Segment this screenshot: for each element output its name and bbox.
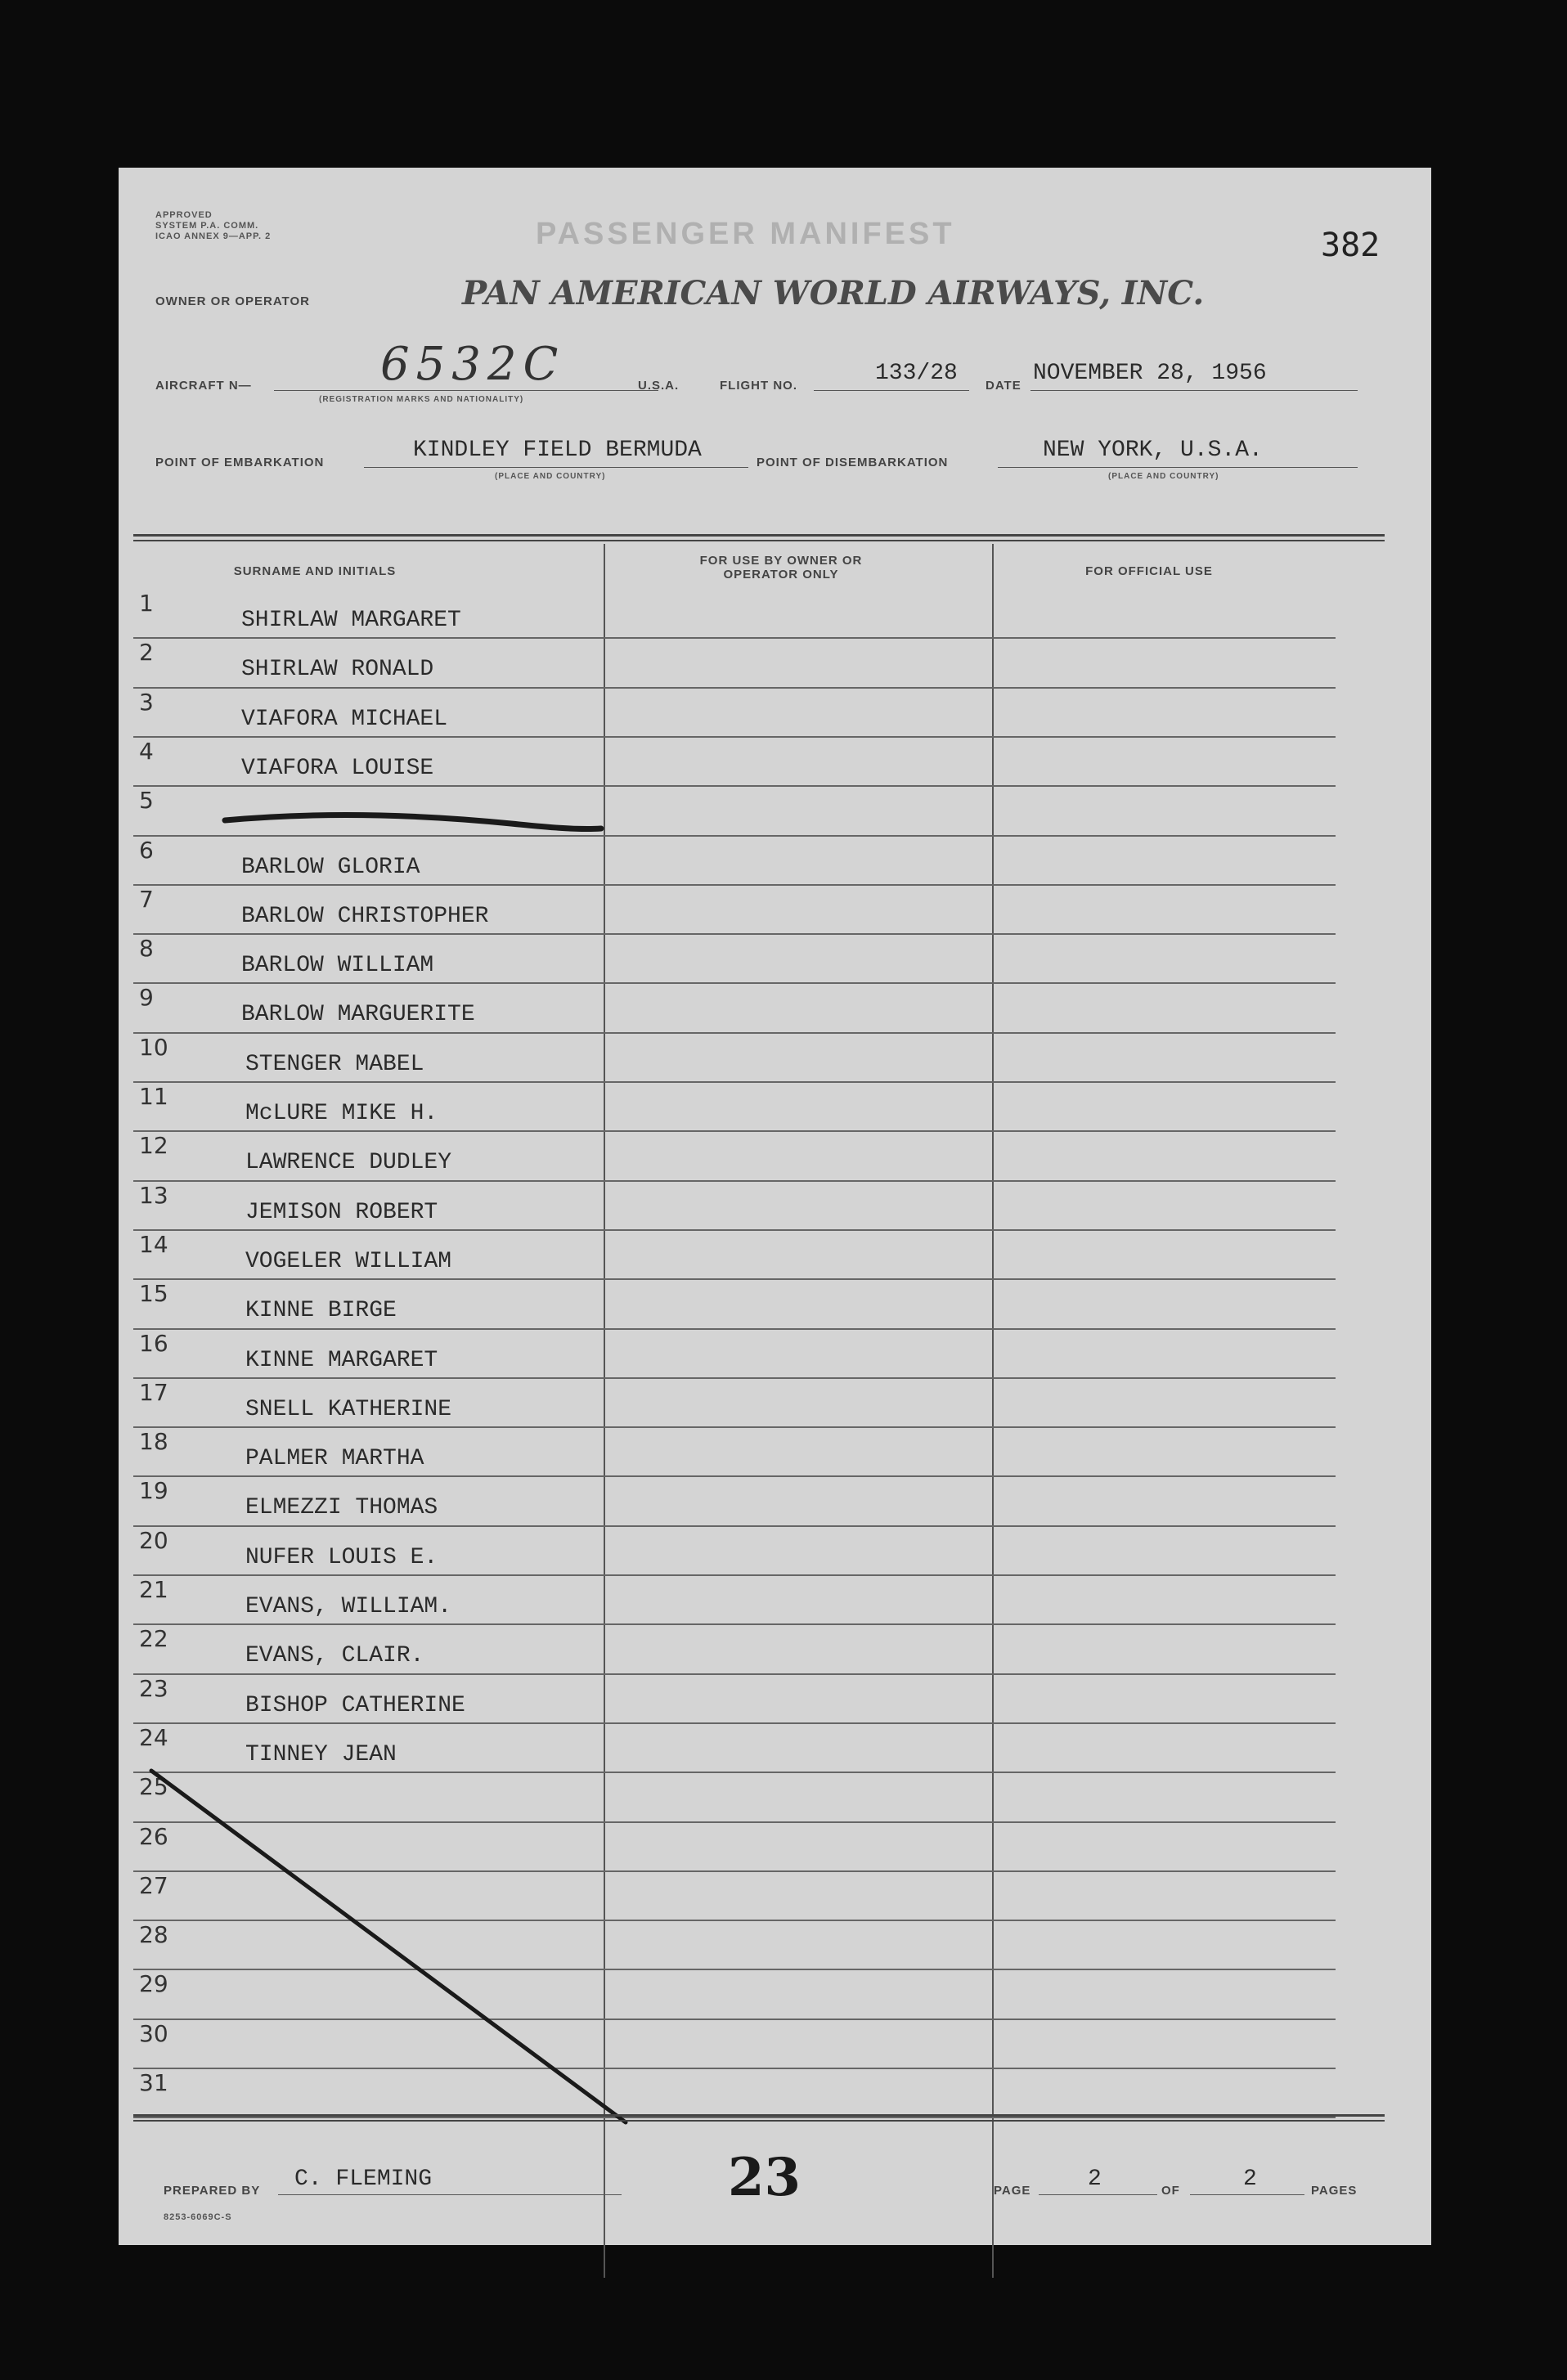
row-number: 17 <box>139 1378 168 1406</box>
row-number: 31 <box>139 2069 168 2096</box>
row-rule <box>133 1032 1336 1034</box>
row-rule <box>133 1229 1336 1231</box>
row-number: 2 <box>139 639 154 667</box>
row-number: 1 <box>139 590 154 617</box>
passenger-name: BARLOW WILLIAM <box>241 953 434 979</box>
passenger-name: STENGER MABEL <box>245 1051 424 1077</box>
row-rule <box>133 1426 1336 1428</box>
row-number: 3 <box>139 688 154 716</box>
passenger-name: BARLOW CHRISTOPHER <box>241 903 489 929</box>
row-rule <box>133 1475 1336 1477</box>
row-number: 30 <box>139 2019 168 2047</box>
row-rule <box>133 1574 1336 1576</box>
col-official-header: FOR OFFICIAL USE <box>1085 564 1213 578</box>
row-number: 26 <box>139 1822 168 1850</box>
row-rule <box>133 736 1336 738</box>
passenger-name: ELMEZZI THOMAS <box>245 1495 438 1521</box>
disembark-label: POINT OF DISEMBARKATION <box>757 456 949 469</box>
embark-point: KINDLEY FIELD BERMUDA <box>413 438 702 463</box>
passenger-name: VIAFORA MICHAEL <box>241 706 448 732</box>
passenger-name: JEMISON ROBERT <box>245 1199 438 1225</box>
passenger-name: EVANS, CLAIR. <box>245 1643 424 1669</box>
embark-caption: (PLACE AND COUNTRY) <box>495 472 606 481</box>
flight-no-label: FLIGHT NO. <box>720 379 797 393</box>
row-number: 20 <box>139 1526 168 1554</box>
row-number: 28 <box>139 1921 168 1949</box>
country-label: U.S.A. <box>638 379 680 393</box>
row-rule <box>133 1130 1336 1132</box>
table-bottom-rule-2 <box>133 2120 1385 2122</box>
flight-date: NOVEMBER 28, 1956 <box>1033 361 1267 386</box>
row-number: 6 <box>139 836 154 864</box>
passenger-name: BISHOP CATHERINE <box>245 1692 465 1718</box>
row-number: 24 <box>139 1723 168 1751</box>
passenger-name: VOGELER WILLIAM <box>245 1248 452 1274</box>
row-rule <box>133 1673 1336 1675</box>
page-number: 2 <box>1088 2167 1102 2192</box>
page-stamp: 382 <box>1321 227 1381 264</box>
approved-line-1: APPROVED <box>155 210 213 220</box>
date-rule <box>1030 390 1358 391</box>
registration-caption: (REGISTRATION MARKS AND NATIONALITY) <box>319 395 524 404</box>
page-label: PAGE <box>994 2184 1031 2198</box>
form-title: PASSENGER MANIFEST <box>536 217 955 251</box>
row-rule <box>133 637 1336 639</box>
row-rule <box>133 1328 1336 1330</box>
row-rule <box>133 933 1336 935</box>
row-number: 22 <box>139 1625 168 1653</box>
unused-rows-slash <box>135 1763 642 2139</box>
row-number: 14 <box>139 1230 168 1258</box>
disembark-point: NEW YORK, U.S.A. <box>1043 438 1263 463</box>
of-rule <box>1190 2194 1304 2195</box>
manifest-paper <box>119 168 1431 2245</box>
row-rule <box>133 884 1336 886</box>
row-rule <box>133 1623 1336 1625</box>
row-rule <box>133 1525 1336 1527</box>
passenger-name: SHIRLAW RONALD <box>241 657 434 683</box>
row-number: 13 <box>139 1181 168 1209</box>
table-bottom-rule <box>133 2114 1385 2117</box>
aircraft-number: 6532C <box>380 338 565 391</box>
row-number: 9 <box>139 984 154 1012</box>
disembark-rule <box>998 467 1358 468</box>
of-label: OF <box>1161 2184 1180 2198</box>
passenger-name: TINNEY JEAN <box>245 1741 397 1767</box>
row-number: 18 <box>139 1428 168 1456</box>
row-rule <box>133 1377 1336 1379</box>
row-number: 7 <box>139 885 154 913</box>
pages-label: PAGES <box>1311 2184 1358 2198</box>
passenger-name: VIAFORA LOUISE <box>241 755 434 781</box>
row-number: 15 <box>139 1280 168 1308</box>
passenger-name: BARLOW GLORIA <box>241 854 420 880</box>
row-number: 16 <box>139 1329 168 1357</box>
approved-line-3: ICAO ANNEX 9—APP. 2 <box>155 231 272 241</box>
row-number: 21 <box>139 1576 168 1603</box>
handwritten-total: 23 <box>728 2147 801 2208</box>
passenger-name: McLURE MIKE H. <box>245 1101 438 1126</box>
page-rule <box>1039 2194 1157 2195</box>
approved-line-2: SYSTEM P.A. COMM. <box>155 221 259 231</box>
passenger-name: NUFER LOUIS E. <box>245 1544 438 1570</box>
row-number: 12 <box>139 1132 168 1160</box>
passenger-name: PALMER MARTHA <box>245 1446 424 1472</box>
row-number: 27 <box>139 1871 168 1899</box>
prepared-label: PREPARED BY <box>164 2184 261 2198</box>
row-rule <box>133 1081 1336 1083</box>
row-number: 25 <box>139 1773 168 1801</box>
page-total: 2 <box>1243 2167 1257 2192</box>
prepared-rule <box>278 2194 622 2195</box>
row-number: 8 <box>139 935 154 963</box>
embark-rule <box>364 467 748 468</box>
flight-number: 133/28 <box>875 361 958 386</box>
row-number: 11 <box>139 1083 168 1110</box>
form-number: 8253-6069C-S <box>164 2212 232 2222</box>
row-number: 4 <box>139 737 154 765</box>
embark-label: POINT OF EMBARKATION <box>155 456 325 469</box>
row-rule <box>133 785 1336 787</box>
passenger-name: KINNE MARGARET <box>245 1347 438 1373</box>
row-rule <box>133 982 1336 984</box>
passenger-name: SHIRLAW MARGARET <box>241 608 461 633</box>
owner-label: OWNER OR OPERATOR <box>155 294 310 308</box>
row-number: 29 <box>139 1970 168 1998</box>
date-label: DATE <box>986 379 1021 393</box>
airline-name: PAN AMERICAN WORLD AIRWAYS, INC. <box>462 274 1205 312</box>
passenger-name: LAWRENCE DUDLEY <box>245 1150 452 1176</box>
col-owner-header: FOR USE BY OWNER OR OPERATOR ONLY <box>699 554 863 582</box>
disembark-caption: (PLACE AND COUNTRY) <box>1108 472 1219 481</box>
flight-no-rule <box>814 390 969 391</box>
row-5-strike <box>217 806 609 838</box>
prepared-by: C. FLEMING <box>294 2167 433 2192</box>
row-rule <box>133 1278 1336 1280</box>
row-number: 10 <box>139 1033 168 1061</box>
row-rule <box>133 1180 1336 1182</box>
passenger-name: KINNE BIRGE <box>245 1298 397 1324</box>
row-number: 23 <box>139 1674 168 1702</box>
row-rule <box>133 1722 1336 1724</box>
passenger-name: EVANS, WILLIAM. <box>245 1594 452 1619</box>
passenger-name: SNELL KATHERINE <box>245 1396 452 1422</box>
table-top-rule <box>133 534 1385 537</box>
row-number: 19 <box>139 1477 168 1505</box>
passenger-name: BARLOW MARGUERITE <box>241 1002 475 1028</box>
table-top-rule-2 <box>133 540 1385 541</box>
row-rule <box>133 687 1336 689</box>
aircraft-label: AIRCRAFT N— <box>155 379 252 393</box>
row-number: 5 <box>139 787 154 815</box>
col-names-header: SURNAME AND INITIALS <box>233 564 397 578</box>
